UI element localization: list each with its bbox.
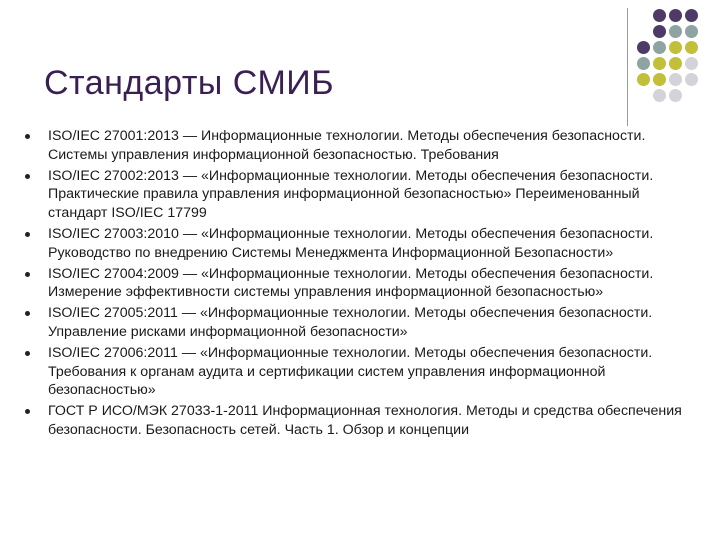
- decorative-dot: [685, 57, 698, 70]
- decorative-dot: [685, 73, 698, 86]
- list-item: [22, 304, 687, 341]
- bullet-icon: [25, 351, 30, 356]
- list-item: [22, 127, 687, 164]
- decorative-dot: [637, 25, 650, 38]
- slide-title: Стандарты СМИБ: [44, 64, 335, 102]
- decorative-dot-grid: [637, 9, 698, 102]
- decorative-dot: [653, 73, 666, 86]
- decorative-dot: [685, 41, 698, 54]
- decorative-dot: [669, 41, 682, 54]
- decorative-dot: [669, 9, 682, 22]
- bullet-icon: [25, 134, 30, 139]
- list-item-text: ГОСТ Р ИСО/МЭК 27033-1-2011 Информационная технология. Методы и средства обеспечения безопасности. Безопасность сетей. Часть 1. Обзор и концепции: [48, 403, 682, 438]
- decorative-dot: [685, 9, 698, 22]
- decorative-dot: [637, 89, 650, 102]
- list-item: [22, 265, 687, 302]
- bullet-icon: [25, 174, 30, 179]
- list-item-text: ISO/IEC 27002:2013 — «Информационные технологии. Методы обеспечения безопасности. Практические правила управления информационной безопасностью» Переименованный стандарт ISO/IEC 17799: [48, 167, 654, 221]
- decorative-dot: [669, 25, 682, 38]
- decorative-dot: [653, 9, 666, 22]
- decorative-dot: [653, 41, 666, 54]
- list-item: [22, 225, 687, 262]
- decorative-dot: [669, 57, 682, 70]
- list-item-text: ISO/IEC 27003:2010 — «Информационные технологии. Методы обеспечения безопасности. Руководство по внедрению Системы Менеджмента Информационной Безопасности»: [48, 225, 654, 261]
- bullet-icon: [25, 232, 30, 237]
- list-item-text: ISO/IEC 27001:2013 — Информационные технологии. Методы обеспечения безопасности. Системы управления информационной безопасностью. Требования: [48, 128, 646, 163]
- list-item: [22, 402, 687, 439]
- decorative-dot: [637, 41, 650, 54]
- bullet-icon: [25, 311, 30, 316]
- list-item-text: ISO/IEC 27005:2011 — «Информационные технологии. Методы обеспечения безопасности. Управление рисками информационной безопасности»: [48, 305, 653, 340]
- list-item: [22, 167, 687, 223]
- decorative-divider: [627, 8, 628, 126]
- decorative-dot: [669, 73, 682, 86]
- bullet-icon: [25, 272, 30, 277]
- list-item-text: ISO/IEC 27004:2009 — «Информационные технологии. Методы обеспечения безопасности. Измерение эффективности системы управления информационной безопасностью»: [48, 265, 654, 301]
- decorative-dot: [685, 25, 698, 38]
- bullet-icon: [25, 409, 30, 414]
- list-item-text: ISO/IEC 27006:2011 — «Информационные технологии. Методы обеспечения безопасности. Требования к органам аудита и сертификации систем управления информационной безопасностью»: [48, 345, 653, 399]
- standards-list: [22, 127, 687, 442]
- decorative-dot: [637, 57, 650, 70]
- decorative-dot: [653, 57, 666, 70]
- decorative-dot: [669, 89, 682, 102]
- decorative-dot: [653, 89, 666, 102]
- list-item: [22, 344, 687, 400]
- decorative-dot: [637, 9, 650, 22]
- decorative-dot: [685, 89, 698, 102]
- decorative-dot: [637, 73, 650, 86]
- decorative-dot: [653, 25, 666, 38]
